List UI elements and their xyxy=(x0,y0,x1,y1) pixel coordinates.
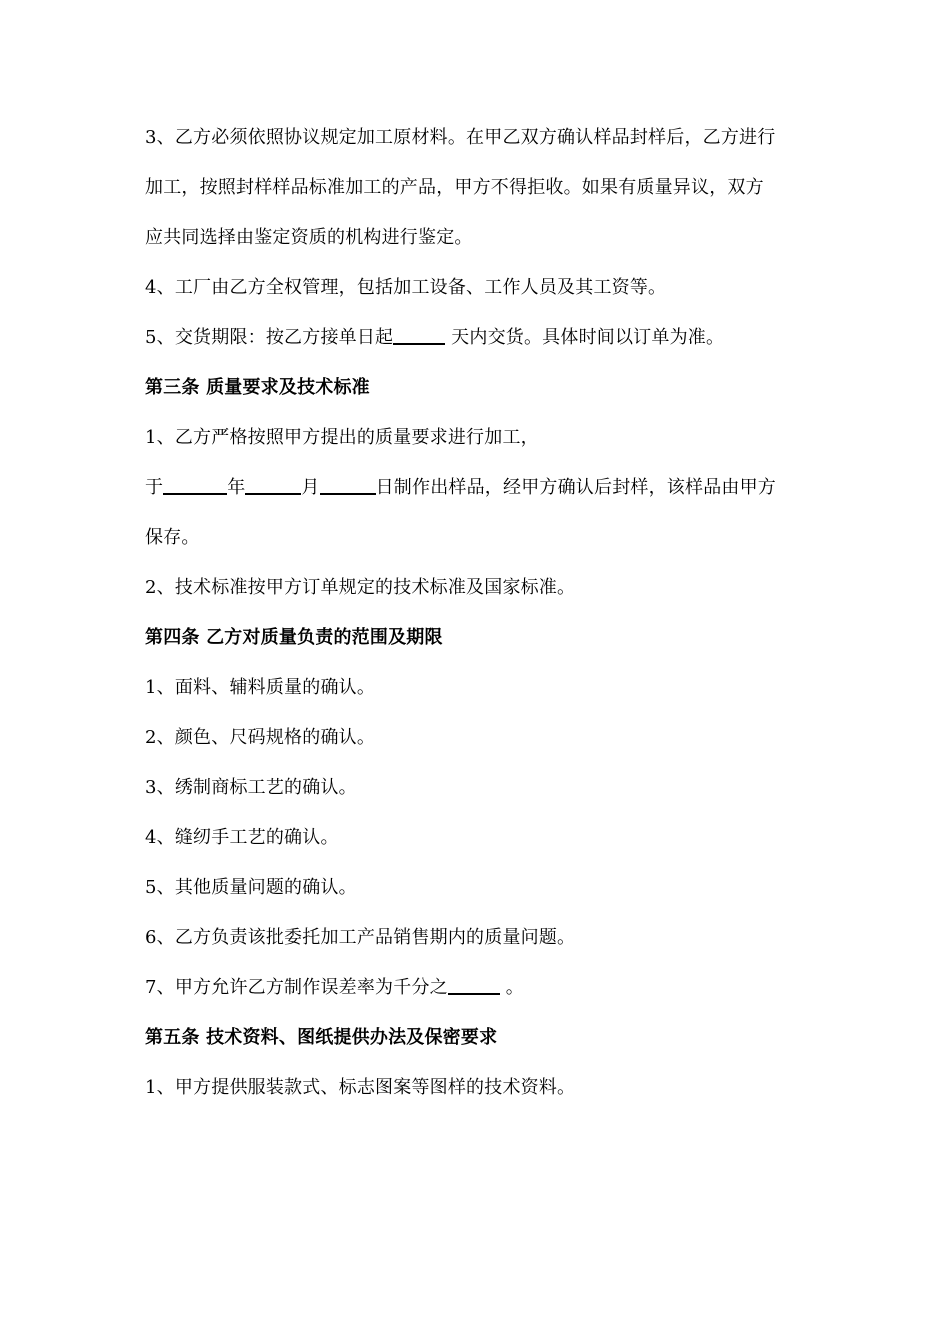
section-5-item-1: 1、甲方提供服装款式、标志图案等图样的技术资料。 xyxy=(145,1077,576,1098)
section-4-item-6: 6、乙方负责该批委托加工产品销售期内的质量问题。 xyxy=(145,927,576,948)
error-rate-text-before: 7、甲方允许乙方制作误差率为千分之 xyxy=(145,977,448,998)
section-3-item-2: 2、技术标准按甲方订单规定的技术标准及国家标准。 xyxy=(145,577,576,598)
clause-3-line-2: 加工，按照封样样品标准加工的产品，甲方不得拒收。如果有质量异议，双方 xyxy=(145,177,764,198)
section-3-heading: 第三条 质量要求及技术标准 xyxy=(145,377,370,398)
error-rate-text-after: 。 xyxy=(499,977,524,998)
days-blank-field xyxy=(393,325,445,345)
year-blank-field xyxy=(163,475,227,495)
error-rate-blank-field xyxy=(448,975,500,995)
clause-3-line-3: 应共同选择由鉴定资质的机构进行鉴定。 xyxy=(145,227,473,248)
section-4-item-2: 2、颜色、尺码规格的确认。 xyxy=(145,727,376,748)
section-4-item-4: 4、缝纫手工艺的确认。 xyxy=(145,827,339,848)
sample-storage-line: 保存。 xyxy=(145,527,200,548)
day-label-text: 日制作出样品，经甲方确认后封样，该样品由甲方 xyxy=(375,477,777,498)
section-5-heading: 第五条 技术资料、图纸提供办法及保密要求 xyxy=(145,1027,498,1048)
section-4-item-5: 5、其他质量问题的确认。 xyxy=(145,877,357,898)
section-4-item-1: 1、面料、辅料质量的确认。 xyxy=(145,677,376,698)
day-blank-field xyxy=(320,475,376,495)
section-4-item-3: 3、绣制商标工艺的确认。 xyxy=(145,777,357,798)
section-3-item-1: 1、乙方严格按照甲方提出的质量要求进行加工， xyxy=(145,427,539,448)
month-blank-field xyxy=(245,475,301,495)
section-4-item-7 xyxy=(145,975,524,1001)
month-label: 月 xyxy=(301,477,320,498)
clause-5-delivery xyxy=(145,325,724,351)
year-label: 年 xyxy=(227,477,246,498)
clause-5-text-before: 5、交货期限：按乙方接单日起 xyxy=(145,327,394,348)
clause-3-line-1: 3、乙方必须依照协议规定加工原材料。在甲乙双方确认样品封样后，乙方进行 xyxy=(145,127,776,148)
clause-4: 4、工厂由乙方全权管理，包括加工设备、工作人员及其工资等。 xyxy=(145,277,667,298)
section-4-heading: 第四条 乙方对质量负责的范围及期限 xyxy=(145,627,443,648)
sample-date-line xyxy=(145,475,776,501)
date-prefix: 于 xyxy=(145,477,164,498)
clause-5-text-after: 天内交货。具体时间以订单为准。 xyxy=(445,327,725,348)
